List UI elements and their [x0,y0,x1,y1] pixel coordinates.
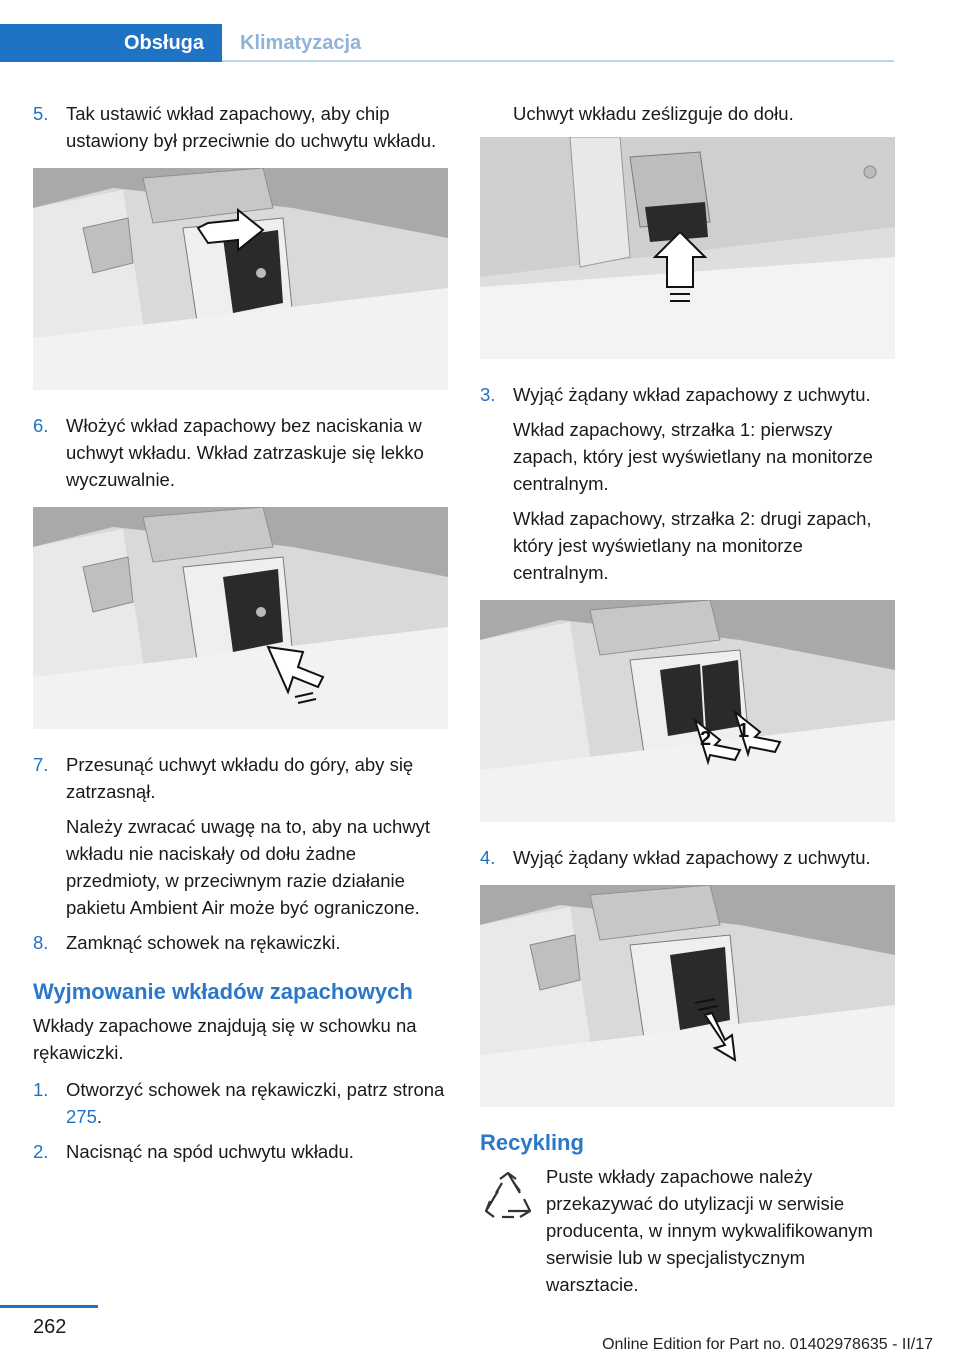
tab-klimatyzacja[interactable] [222,24,361,62]
photo-cartridge-orient [33,168,448,390]
tab-divider [222,60,894,62]
step-5 [33,100,448,154]
footer-edition: Online Edition for Part no. 01402978635 - II/17 [602,1336,933,1353]
page-number-rule [0,1305,98,1308]
left-column [33,100,448,1173]
recycle-icon [480,1169,536,1225]
page-number: 262 [33,1316,67,1338]
step-3-note-1: Wkład zapachowy, strzałka 1: pierwszy zapach, który jest wyświetlany na monitorze centralnym. [513,419,873,494]
step-text-after: . [96,1106,103,1127]
step-text: Włożyć wkład zapachowy bez naciskania w uchwyt wkładu. Wkład zatrzaskuje się lekko wyczuwalnie. [66,415,424,490]
step-text: Przesunąć uchwyt wkładu do góry, aby się zatrzasnął. [66,754,414,802]
photo-cartridge-remove [480,885,895,1107]
step-number: 3. [480,384,496,405]
step-3-note-2: Wkład zapachowy, strzałka 2: drugi zapach, który jest wyświetlany na monitorze centralnym. [513,508,872,583]
step-number: 1. [33,1079,49,1100]
recycling-text: Puste wkłady zapachowe należy przekazywać do utylizacji w serwisie producenta, w innym wykwalifikowanym serwisie lub w specjalistycznym warsztacie. [546,1166,873,1295]
step-number: 6. [33,415,49,436]
photo-holder-slide [480,137,895,359]
step-8 [33,929,448,956]
header-tabs [0,0,960,62]
section-intro: Wkłady zapachowe znajdują się w schowku na rękawiczki. [33,1015,417,1063]
removal-step-1 [33,1076,448,1130]
step-number: 2. [33,1141,49,1162]
photo-cartridge-insert [33,507,448,729]
tab-klimatyzacja-label: Klimatyzacja [240,31,362,54]
step-7-note: Należy zwracać uwagę na to, aby na uchwyt wkładu nie naciskały od dołu żadne przedmioty, w przeciwnym razie działanie pakietu Ambient Air może być ograniczone. [66,816,431,918]
step-number: 8. [33,932,49,953]
step-4 [480,844,895,871]
step-text: Zamknąć schowek na rękawiczki. [66,932,341,953]
step-text: Wyjąć żądany wkład zapachowy z uchwytu. [513,847,871,868]
step-text: Wyjąć żądany wkład zapachowy z uchwytu. [513,384,871,405]
right-intro: Uchwyt wkładu ześlizguje do dołu. [513,103,794,124]
page-link[interactable]: 275 [66,1106,97,1127]
arrow-label-1: 1 [738,720,750,742]
recycling-block [480,1163,895,1298]
removal-step-2 [33,1138,448,1165]
step-7 [33,751,448,805]
step-6 [33,412,448,493]
step-number: 4. [480,847,496,868]
arrow-label-2: 2 [700,728,712,750]
tab-obsluga[interactable] [0,24,222,62]
step-text: Tak ustawić wkład zapachowy, aby chip ustawiony był przeciwnie do uchwytu wkładu. [66,103,437,151]
step-number: 7. [33,754,49,775]
photo-cartridges-arrows [480,600,895,822]
step-text: Nacisnąć na spód uchwytu wkładu. [66,1141,354,1162]
step-text-body: Otworzyć schowek na rękawiczki, patrz strona [66,1079,445,1100]
section-title: Wyjmowanie wkładów zapachowych [33,979,413,1004]
tab-obsluga-label: Obsługa [123,31,204,54]
step-text [66,1076,448,1130]
recycling-title: Recykling [480,1130,584,1155]
step-number: 5. [33,103,49,124]
step-3 [480,381,895,408]
right-column [480,100,895,1298]
